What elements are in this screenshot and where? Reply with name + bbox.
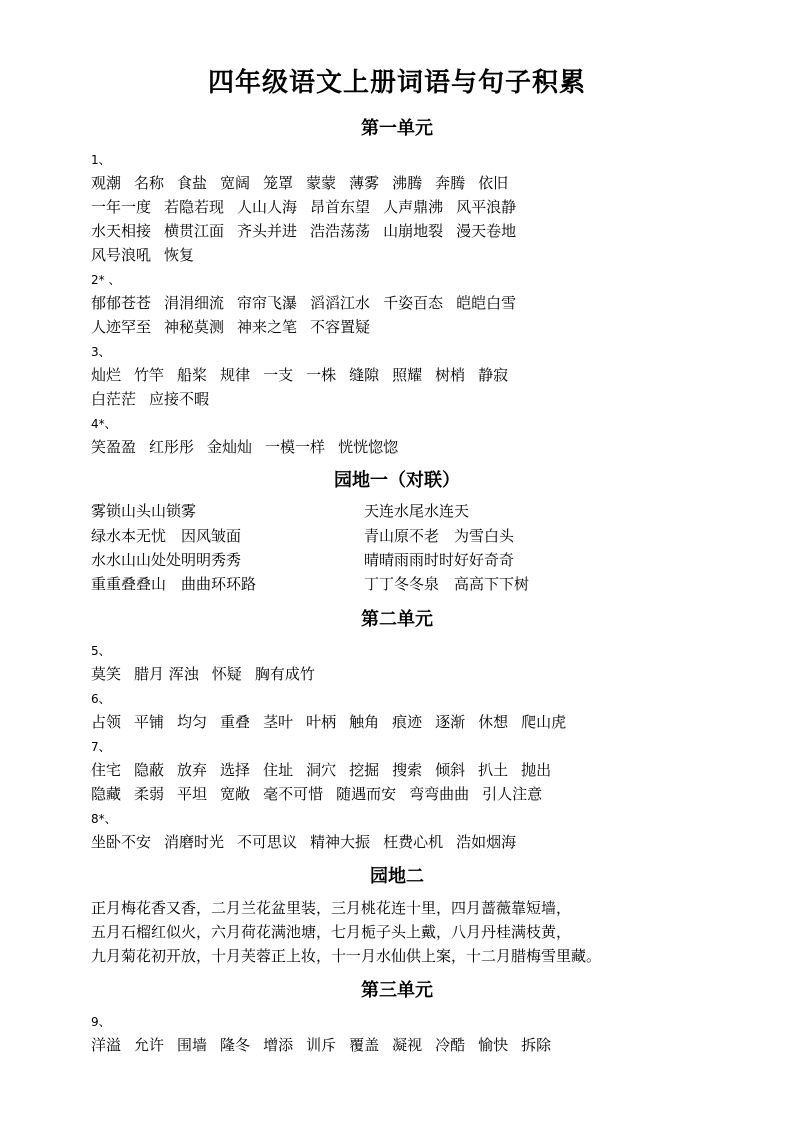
group-number: 1、 bbox=[91, 153, 111, 167]
group-number: 9、 bbox=[91, 1015, 111, 1029]
word-row bbox=[91, 663, 328, 684]
couplet-left: 重重叠叠山 曲曲环环路 bbox=[91, 575, 257, 593]
word: 怀疑 bbox=[211, 665, 242, 683]
section-heading-garden-2: 园地二 bbox=[370, 866, 424, 887]
word: 水天相接 bbox=[91, 222, 152, 240]
word: 涓涓细流 bbox=[164, 294, 225, 312]
word: 隆冬 bbox=[220, 1036, 251, 1054]
word: 恢复 bbox=[164, 246, 195, 264]
word: 照耀 bbox=[392, 366, 423, 384]
word: 平坦 bbox=[177, 785, 208, 803]
couplet-left: 绿水本无忧 因风皱面 bbox=[91, 527, 242, 545]
word: 洋溢 bbox=[91, 1036, 122, 1054]
word: 毫不可惜 bbox=[263, 785, 324, 803]
word: 坐卧不安 bbox=[91, 833, 152, 851]
word: 笼罩 bbox=[263, 174, 294, 192]
word: 不可思议 bbox=[237, 833, 298, 851]
word: 枉费心机 bbox=[383, 833, 444, 851]
word: 柔弱 bbox=[134, 785, 165, 803]
section-heading-unit-3: 第三单元 bbox=[361, 980, 433, 1001]
word-row bbox=[91, 388, 222, 409]
word: 选择 bbox=[220, 761, 251, 779]
word-row bbox=[91, 172, 521, 193]
word: 恍恍惚惚 bbox=[338, 438, 399, 456]
word: 冷酷 bbox=[435, 1036, 466, 1054]
word: 逐渐 bbox=[435, 713, 466, 731]
word: 叶柄 bbox=[306, 713, 337, 731]
word: 神来之笔 bbox=[237, 318, 298, 336]
word: 郁郁苍苍 bbox=[91, 294, 152, 312]
couplet-left: 雾锁山头山锁雾 bbox=[91, 502, 197, 520]
word: 一模一样 bbox=[265, 438, 326, 456]
word-row bbox=[91, 292, 529, 313]
word: 皑皑白雪 bbox=[456, 294, 517, 312]
word: 洞穴 bbox=[306, 761, 337, 779]
couplet-right: 青山原不老 为雪白头 bbox=[364, 527, 515, 545]
word: 蒙蒙 bbox=[306, 174, 337, 192]
word-row bbox=[91, 436, 411, 457]
word-row bbox=[91, 759, 564, 780]
word: 规律 bbox=[220, 366, 251, 384]
word: 浩浩荡荡 bbox=[310, 222, 371, 240]
word: 隐蔽 bbox=[134, 761, 165, 779]
word: 凝视 bbox=[392, 1036, 423, 1054]
word: 放弃 bbox=[177, 761, 208, 779]
couplet-left: 水水山山处处明明秀秀 bbox=[91, 551, 242, 569]
word: 挖掘 bbox=[349, 761, 380, 779]
word: 重叠 bbox=[220, 713, 251, 731]
word: 爬山虎 bbox=[521, 713, 567, 731]
word: 隐藏 bbox=[91, 785, 122, 803]
group-number: 7、 bbox=[91, 740, 111, 754]
word: 拆除 bbox=[521, 1036, 552, 1054]
group-number: 6、 bbox=[91, 692, 111, 706]
word: 横贯江面 bbox=[164, 222, 225, 240]
word: 平铺 bbox=[134, 713, 165, 731]
word-row bbox=[91, 244, 207, 265]
word: 昂首东望 bbox=[310, 198, 371, 216]
word: 帘帘飞瀑 bbox=[237, 294, 298, 312]
word: 山崩地裂 bbox=[383, 222, 444, 240]
poem-line: 五月石榴红似火，六月荷花满池塘，七月栀子头上戴，八月丹桂满枝黄， bbox=[91, 923, 572, 941]
word: 莫笑 bbox=[91, 665, 122, 683]
word: 静寂 bbox=[478, 366, 509, 384]
word: 痕迹 bbox=[392, 713, 423, 731]
word: 休想 bbox=[478, 713, 509, 731]
couplet-right: 天连水尾水连天 bbox=[364, 502, 470, 520]
word: 随遇而安 bbox=[336, 785, 397, 803]
word: 不容置疑 bbox=[310, 318, 371, 336]
word: 倾斜 bbox=[435, 761, 466, 779]
word: 愉快 bbox=[478, 1036, 509, 1054]
word: 围墙 bbox=[177, 1036, 208, 1054]
group-number: 3、 bbox=[91, 345, 111, 359]
word-row bbox=[91, 220, 529, 241]
word: 精神大振 bbox=[310, 833, 371, 851]
word: 触角 bbox=[349, 713, 380, 731]
word-row bbox=[91, 316, 383, 337]
poem-line: 正月梅花香又香，二月兰花盆里装，三月桃花连十里，四月蔷薇靠短墙， bbox=[91, 899, 572, 917]
group-number: 2* 、 bbox=[91, 273, 121, 287]
word: 训斥 bbox=[306, 1036, 337, 1054]
word: 食盐 bbox=[177, 174, 208, 192]
word: 抛出 bbox=[521, 761, 552, 779]
word: 允许 bbox=[134, 1036, 165, 1054]
word: 浩如烟海 bbox=[456, 833, 517, 851]
word: 奔腾 bbox=[435, 174, 466, 192]
couplet-right: 晴晴雨雨时时好好奇奇 bbox=[364, 551, 515, 569]
word-row bbox=[91, 364, 521, 385]
word: 缝隙 bbox=[349, 366, 380, 384]
word: 漫天卷地 bbox=[456, 222, 517, 240]
word: 人声鼎沸 bbox=[383, 198, 444, 216]
word: 应接不暇 bbox=[149, 390, 210, 408]
word: 千姿百态 bbox=[383, 294, 444, 312]
word-row bbox=[91, 831, 529, 852]
word: 宽阔 bbox=[220, 174, 251, 192]
word: 一株 bbox=[306, 366, 337, 384]
word-row bbox=[91, 196, 529, 217]
word: 薄雾 bbox=[349, 174, 380, 192]
section-heading-unit-2: 第二单元 bbox=[361, 609, 433, 630]
word: 白茫茫 bbox=[91, 390, 137, 408]
word: 树梢 bbox=[435, 366, 466, 384]
word: 弯弯曲曲 bbox=[409, 785, 470, 803]
group-number: 8*、 bbox=[91, 812, 117, 826]
word: 茎叶 bbox=[263, 713, 294, 731]
word: 若隐若现 bbox=[164, 198, 225, 216]
word: 宽敞 bbox=[220, 785, 251, 803]
word: 占领 bbox=[91, 713, 122, 731]
word-row bbox=[91, 711, 579, 732]
word: 金灿灿 bbox=[207, 438, 253, 456]
word: 一支 bbox=[263, 366, 294, 384]
word: 滔滔江水 bbox=[310, 294, 371, 312]
couplet-right: 丁丁冬冬泉 高高下下树 bbox=[364, 575, 530, 593]
word: 人迹罕至 bbox=[91, 318, 152, 336]
word-row bbox=[91, 1034, 564, 1055]
word: 一年一度 bbox=[91, 198, 152, 216]
page-title: 四年级语文上册词语与句子积累 bbox=[207, 68, 586, 98]
word: 灿烂 bbox=[91, 366, 122, 384]
word: 名称 bbox=[134, 174, 165, 192]
word: 覆盖 bbox=[349, 1036, 380, 1054]
word: 竹竿 bbox=[134, 366, 165, 384]
word: 神秘莫测 bbox=[164, 318, 225, 336]
word: 沸腾 bbox=[392, 174, 423, 192]
word: 船桨 bbox=[177, 366, 208, 384]
word: 扒土 bbox=[478, 761, 509, 779]
word: 消磨时光 bbox=[164, 833, 225, 851]
group-number: 5、 bbox=[91, 644, 111, 658]
word: 依旧 bbox=[478, 174, 509, 192]
word: 均匀 bbox=[177, 713, 208, 731]
word: 红彤彤 bbox=[149, 438, 195, 456]
word: 观潮 bbox=[91, 174, 122, 192]
word: 住址 bbox=[263, 761, 294, 779]
word-row bbox=[91, 783, 555, 804]
poem-line: 九月菊花初开放，十月芙蓉正上妆，十一月水仙供上案，十二月腊梅雪里藏。 bbox=[91, 947, 602, 965]
word: 齐头并进 bbox=[237, 222, 298, 240]
section-heading-unit-1: 第一单元 bbox=[361, 118, 433, 139]
word: 腊月 浑浊 bbox=[134, 665, 199, 683]
group-number: 4*、 bbox=[91, 417, 117, 431]
section-heading-couplets: 园地一（对联） bbox=[334, 470, 460, 491]
word: 人山人海 bbox=[237, 198, 298, 216]
word: 引人注意 bbox=[482, 785, 543, 803]
word: 风号浪吼 bbox=[91, 246, 152, 264]
word: 住宅 bbox=[91, 761, 122, 779]
word: 胸有成竹 bbox=[254, 665, 315, 683]
word: 风平浪静 bbox=[456, 198, 517, 216]
word: 笑盈盈 bbox=[91, 438, 137, 456]
word: 增添 bbox=[263, 1036, 294, 1054]
word: 搜索 bbox=[392, 761, 423, 779]
